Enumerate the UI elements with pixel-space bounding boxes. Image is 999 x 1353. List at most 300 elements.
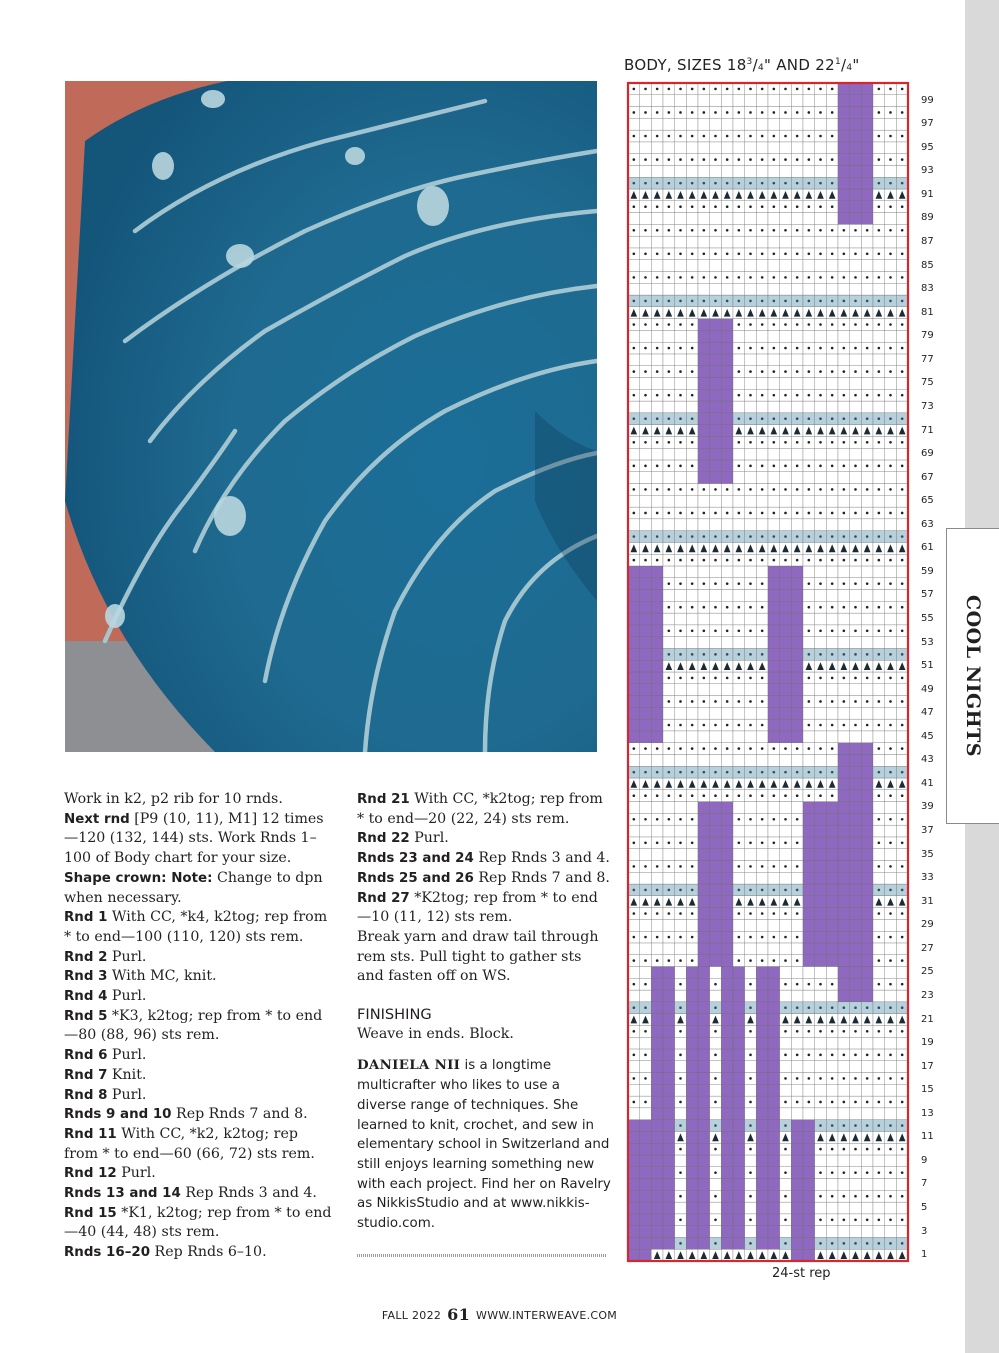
purl-dot-symbol [831, 465, 834, 468]
chart-cell [628, 919, 640, 931]
chart-row-number: 61 [921, 542, 934, 554]
purl-dot-symbol [808, 1077, 811, 1080]
purl-dot-symbol [633, 253, 636, 256]
chart-cell [826, 731, 838, 743]
chart-cell [710, 872, 722, 884]
purl-dot-symbol [831, 677, 834, 680]
chart-cell [768, 672, 780, 684]
chart-cell [838, 1037, 850, 1049]
purl-dot-symbol [726, 535, 729, 538]
purl-dot-symbol [901, 1242, 904, 1245]
purl-dot-symbol [761, 253, 764, 256]
chart-cell [675, 519, 687, 531]
purl-dot-symbol [831, 1242, 834, 1245]
chart-row [628, 401, 908, 413]
chart-cell [896, 1084, 908, 1096]
chart-cell [826, 401, 838, 413]
chart-cell [698, 1096, 710, 1108]
chart-cell [803, 1037, 815, 1049]
purl-dot-symbol [878, 205, 881, 208]
chart-row-number: 23 [921, 989, 934, 1001]
purl-dot-symbol [878, 677, 881, 680]
chart-cell [850, 825, 862, 837]
chart-cell [861, 884, 873, 896]
chart-cell [675, 165, 687, 177]
chart-cell [873, 1037, 885, 1049]
chart-row [628, 389, 908, 401]
chart-cell [721, 1084, 733, 1096]
chart-cell [861, 154, 873, 166]
chart-cell [733, 1025, 745, 1037]
chart-cell [791, 142, 803, 154]
purl-dot-symbol [773, 889, 776, 892]
purl-dot-symbol [644, 158, 647, 161]
chart-row [628, 224, 908, 236]
chart-cell [710, 1037, 722, 1049]
purl-dot-symbol [854, 1124, 857, 1127]
chart-cell [628, 672, 640, 684]
purl-dot-symbol [668, 677, 671, 680]
purl-dot-symbol [668, 88, 671, 91]
purl-dot-symbol [726, 794, 729, 797]
chart-cell [896, 590, 908, 602]
purl-dot-symbol [866, 1195, 869, 1198]
purl-dot-symbol [901, 677, 904, 680]
chart-cell [780, 236, 792, 248]
purl-dot-symbol [749, 158, 752, 161]
instruction-line: Rnd 5 *K3, k2tog; rep from * to end—80 (88, 96) sts rem. [64, 1007, 323, 1044]
chart-cell [651, 978, 663, 990]
chart-row [628, 142, 908, 154]
chart-row [628, 330, 908, 342]
purl-dot-symbol [726, 276, 729, 279]
chart-cell [896, 378, 908, 390]
chart-cell [838, 1202, 850, 1214]
purl-dot-symbol [901, 582, 904, 585]
purl-dot-symbol [878, 842, 881, 845]
purl-dot-symbol [714, 488, 717, 491]
purl-dot-symbol [773, 182, 776, 185]
chart-row-number: 37 [921, 825, 934, 837]
purl-dot-symbol [889, 394, 892, 397]
chart-cell [861, 849, 873, 861]
chart-cell [791, 1167, 803, 1179]
purl-dot-symbol [773, 205, 776, 208]
chart-cell [640, 283, 652, 295]
chart-cell [873, 142, 885, 154]
purl-dot-symbol [901, 441, 904, 444]
chart-cell [710, 378, 722, 390]
chart-cell [733, 919, 745, 931]
chart-cell [640, 637, 652, 649]
chart-cell [675, 919, 687, 931]
chart-cell [838, 1084, 850, 1096]
purl-dot-symbol [854, 488, 857, 491]
chart-cell [745, 118, 757, 130]
chart-cell [768, 578, 780, 590]
chart-row-number: 97 [921, 118, 934, 130]
purl-dot-symbol [633, 559, 636, 562]
purl-dot-symbol [633, 1054, 636, 1057]
chart-cell [896, 1108, 908, 1120]
purl-dot-symbol [831, 724, 834, 727]
purl-dot-symbol [773, 771, 776, 774]
chart-cell [838, 825, 850, 837]
chart-cell [850, 884, 862, 896]
chart-row [628, 648, 908, 660]
chart-cell [733, 978, 745, 990]
chart-cell [640, 648, 652, 660]
purl-dot-symbol [784, 889, 787, 892]
purl-dot-symbol [644, 370, 647, 373]
chart-cell [768, 95, 780, 107]
chart-cell [861, 707, 873, 719]
purl-dot-symbol [749, 1148, 752, 1151]
chart-cell [640, 260, 652, 272]
chart-cell [710, 472, 722, 484]
purl-dot-symbol [691, 677, 694, 680]
chart-cell [896, 802, 908, 814]
chart-cell [745, 1226, 757, 1238]
chart-cell [850, 860, 862, 872]
chart-cell [663, 978, 675, 990]
purl-dot-symbol [878, 912, 881, 915]
chart-row [628, 696, 908, 708]
chart-cell [686, 165, 698, 177]
chart-cell [721, 1179, 733, 1191]
purl-dot-symbol [784, 323, 787, 326]
chart-cell [791, 1249, 803, 1261]
chart-cell [663, 1143, 675, 1155]
chart-cell [791, 1202, 803, 1214]
chart-cell [803, 731, 815, 743]
chart-cell [698, 401, 710, 413]
chart-cell [721, 236, 733, 248]
purl-dot-symbol [749, 889, 752, 892]
purl-dot-symbol [889, 677, 892, 680]
chart-row-number: 95 [921, 141, 934, 153]
purl-dot-symbol [796, 1077, 799, 1080]
chart-cell [663, 707, 675, 719]
chart-cell [733, 95, 745, 107]
chart-row [628, 884, 908, 896]
purl-dot-symbol [644, 959, 647, 962]
chart-cell [628, 1131, 640, 1143]
chart-cell [780, 330, 792, 342]
chart-cell [651, 472, 663, 484]
chart-cell [651, 849, 663, 861]
chart-cell [710, 213, 722, 225]
chart-cell [745, 165, 757, 177]
chart-cell [663, 1120, 675, 1132]
purl-dot-symbol [703, 229, 706, 232]
purl-dot-symbol [854, 1006, 857, 1009]
purl-dot-symbol [854, 441, 857, 444]
chart-cell [756, 613, 768, 625]
chart-cell [675, 825, 687, 837]
purl-dot-symbol [668, 512, 671, 515]
chart-row [628, 319, 908, 331]
chart-cell [815, 943, 827, 955]
chart-cell [721, 837, 733, 849]
chart-cell [861, 802, 873, 814]
chart-cell [721, 1202, 733, 1214]
chart-cell [791, 1120, 803, 1132]
chart-cell [861, 766, 873, 778]
chart-cell [826, 142, 838, 154]
chart-cell [663, 943, 675, 955]
purl-dot-symbol [773, 417, 776, 420]
purl-dot-symbol [889, 135, 892, 138]
purl-dot-symbol [679, 135, 682, 138]
purl-dot-symbol [679, 1195, 682, 1198]
chart-cell [768, 378, 780, 390]
purl-dot-symbol [749, 606, 752, 609]
chart-cell [861, 825, 873, 837]
chart-cell [873, 401, 885, 413]
chart-cell [768, 566, 780, 578]
purl-dot-symbol [819, 794, 822, 797]
purl-dot-symbol [726, 747, 729, 750]
purl-dot-symbol [831, 983, 834, 986]
chart-cell [745, 825, 757, 837]
chart-cell [791, 495, 803, 507]
purl-dot-symbol [854, 1077, 857, 1080]
purl-dot-symbol [784, 205, 787, 208]
chart-cell [698, 165, 710, 177]
purl-dot-symbol [656, 182, 659, 185]
purl-dot-symbol [796, 936, 799, 939]
purl-dot-symbol [656, 158, 659, 161]
purl-dot-symbol [889, 158, 892, 161]
chart-cell [815, 1202, 827, 1214]
chart-cell [838, 743, 850, 755]
purl-dot-symbol [784, 276, 787, 279]
chart-cell [663, 330, 675, 342]
chart-cell [791, 401, 803, 413]
purl-dot-symbol [644, 535, 647, 538]
chart-cell [815, 260, 827, 272]
chart-cell [756, 1237, 768, 1249]
chart-cell [861, 142, 873, 154]
chart-row-number: 55 [921, 612, 934, 624]
chart-cell [686, 684, 698, 696]
purl-dot-symbol [773, 512, 776, 515]
chart-cell [838, 766, 850, 778]
chart-cell [873, 1061, 885, 1073]
purl-dot-symbol [761, 111, 764, 114]
chart-cell [861, 1108, 873, 1120]
purl-dot-symbol [644, 300, 647, 303]
purl-dot-symbol [843, 1195, 846, 1198]
purl-dot-symbol [878, 559, 881, 562]
chart-cell [663, 1179, 675, 1191]
chart-cell [896, 637, 908, 649]
chart-cell [885, 495, 897, 507]
chart-cell [675, 142, 687, 154]
purl-dot-symbol [819, 983, 822, 986]
purl-dot-symbol [749, 88, 752, 91]
chart-row [628, 378, 908, 390]
chart-cell [861, 1155, 873, 1167]
chart-cell [791, 754, 803, 766]
chart-cell [768, 1131, 780, 1143]
chart-cell [686, 637, 698, 649]
chart-cell [733, 472, 745, 484]
chart-cell [640, 872, 652, 884]
chart-row [628, 425, 908, 437]
chart-cell [663, 919, 675, 931]
chart-cell [675, 1108, 687, 1120]
purl-dot-symbol [726, 559, 729, 562]
chart-cell [838, 519, 850, 531]
chart-cell [850, 1037, 862, 1049]
chart-cell [896, 283, 908, 295]
chart-cell [733, 213, 745, 225]
chart-cell [698, 260, 710, 272]
chart-cell [861, 1179, 873, 1191]
chart-cell [780, 495, 792, 507]
chart-cell [861, 189, 873, 201]
purl-dot-symbol [808, 347, 811, 350]
chart-row [628, 554, 908, 566]
chart-row [628, 1002, 908, 1014]
chart-cell [698, 213, 710, 225]
purl-dot-symbol [854, 229, 857, 232]
chart-cell [640, 213, 652, 225]
purl-dot-symbol [808, 512, 811, 515]
purl-dot-symbol [679, 629, 682, 632]
chart-cell [756, 872, 768, 884]
purl-dot-symbol [843, 559, 846, 562]
chart-cell [698, 731, 710, 743]
chart-cell [628, 1167, 640, 1179]
chart-cell [651, 1179, 663, 1191]
chart-cell [663, 967, 675, 979]
purl-dot-symbol [796, 253, 799, 256]
purl-dot-symbol [854, 653, 857, 656]
chart-cell [721, 1167, 733, 1179]
chart-cell [826, 943, 838, 955]
purl-dot-symbol [749, 582, 752, 585]
chart-cell [733, 401, 745, 413]
chart-cell [745, 802, 757, 814]
chart-cell [745, 613, 757, 625]
chart-cell [628, 165, 640, 177]
chart-cell [663, 1025, 675, 1037]
chart-cell [756, 1120, 768, 1132]
purl-dot-symbol [679, 983, 682, 986]
chart-cell [768, 495, 780, 507]
purl-dot-symbol [773, 276, 776, 279]
chart-cell [733, 118, 745, 130]
purl-dot-symbol [703, 794, 706, 797]
purl-dot-symbol [796, 1006, 799, 1009]
purl-dot-symbol [819, 229, 822, 232]
chart-cell [780, 448, 792, 460]
chart-cell [675, 1155, 687, 1167]
chart-cell [885, 825, 897, 837]
chart-cell [698, 707, 710, 719]
chart-cell [640, 967, 652, 979]
purl-dot-symbol [749, 653, 752, 656]
chart-cell [651, 1108, 663, 1120]
chart-cell [640, 519, 652, 531]
purl-dot-symbol [749, 441, 752, 444]
purl-dot-symbol [633, 818, 636, 821]
chart-cell [791, 118, 803, 130]
purl-dot-symbol [784, 535, 787, 538]
chart-cell [873, 378, 885, 390]
chart-cell [686, 825, 698, 837]
chart-cell [780, 1155, 792, 1167]
chart-cell [721, 1143, 733, 1155]
chart-cell [896, 118, 908, 130]
chart-cell [686, 472, 698, 484]
chart-row-number: 35 [921, 848, 934, 860]
chart-cell [803, 1249, 815, 1261]
chart-cell [780, 754, 792, 766]
chart-cell [721, 896, 733, 908]
purl-dot-symbol [668, 559, 671, 562]
chart-cell [686, 1190, 698, 1202]
purl-dot-symbol [633, 794, 636, 797]
chart-row-number: 71 [921, 424, 934, 436]
chart-cell [873, 1226, 885, 1238]
chart-cell [861, 177, 873, 189]
chart-cell [745, 684, 757, 696]
chart-cell [768, 754, 780, 766]
purl-dot-symbol [703, 512, 706, 515]
chart-cell [640, 378, 652, 390]
chart-cell [861, 213, 873, 225]
chart-cell [651, 943, 663, 955]
purl-dot-symbol [889, 229, 892, 232]
chart-cell [768, 978, 780, 990]
chart-cell [873, 519, 885, 531]
chart-cell [756, 1096, 768, 1108]
chart-cell [721, 943, 733, 955]
chart-cell [651, 495, 663, 507]
chart-cell [721, 460, 733, 472]
purl-dot-symbol [854, 394, 857, 397]
chart-cell [838, 707, 850, 719]
chart-cell [838, 637, 850, 649]
chart-cell [838, 260, 850, 272]
chart-cell [686, 990, 698, 1002]
chart-cell [803, 472, 815, 484]
chart-cell [791, 967, 803, 979]
purl-dot-symbol [854, 677, 857, 680]
chart-cell [710, 460, 722, 472]
chart-cell [640, 1190, 652, 1202]
purl-dot-symbol [889, 889, 892, 892]
chart-cell [838, 837, 850, 849]
chart-cell [826, 813, 838, 825]
chart-cell [803, 495, 815, 507]
purl-dot-symbol [878, 653, 881, 656]
chart-cell [756, 95, 768, 107]
purl-dot-symbol [738, 535, 741, 538]
chart-cell [675, 95, 687, 107]
chart-cell [768, 731, 780, 743]
chart-row [628, 1249, 908, 1261]
chart-cell [698, 342, 710, 354]
purl-dot-symbol [644, 512, 647, 515]
chart-cell [803, 1131, 815, 1143]
chart-cell [873, 330, 885, 342]
instruction-line: Rnd 1 With CC, *k4, k2tog; rep from * to end—100 (110, 120) sts rem. [64, 909, 328, 945]
